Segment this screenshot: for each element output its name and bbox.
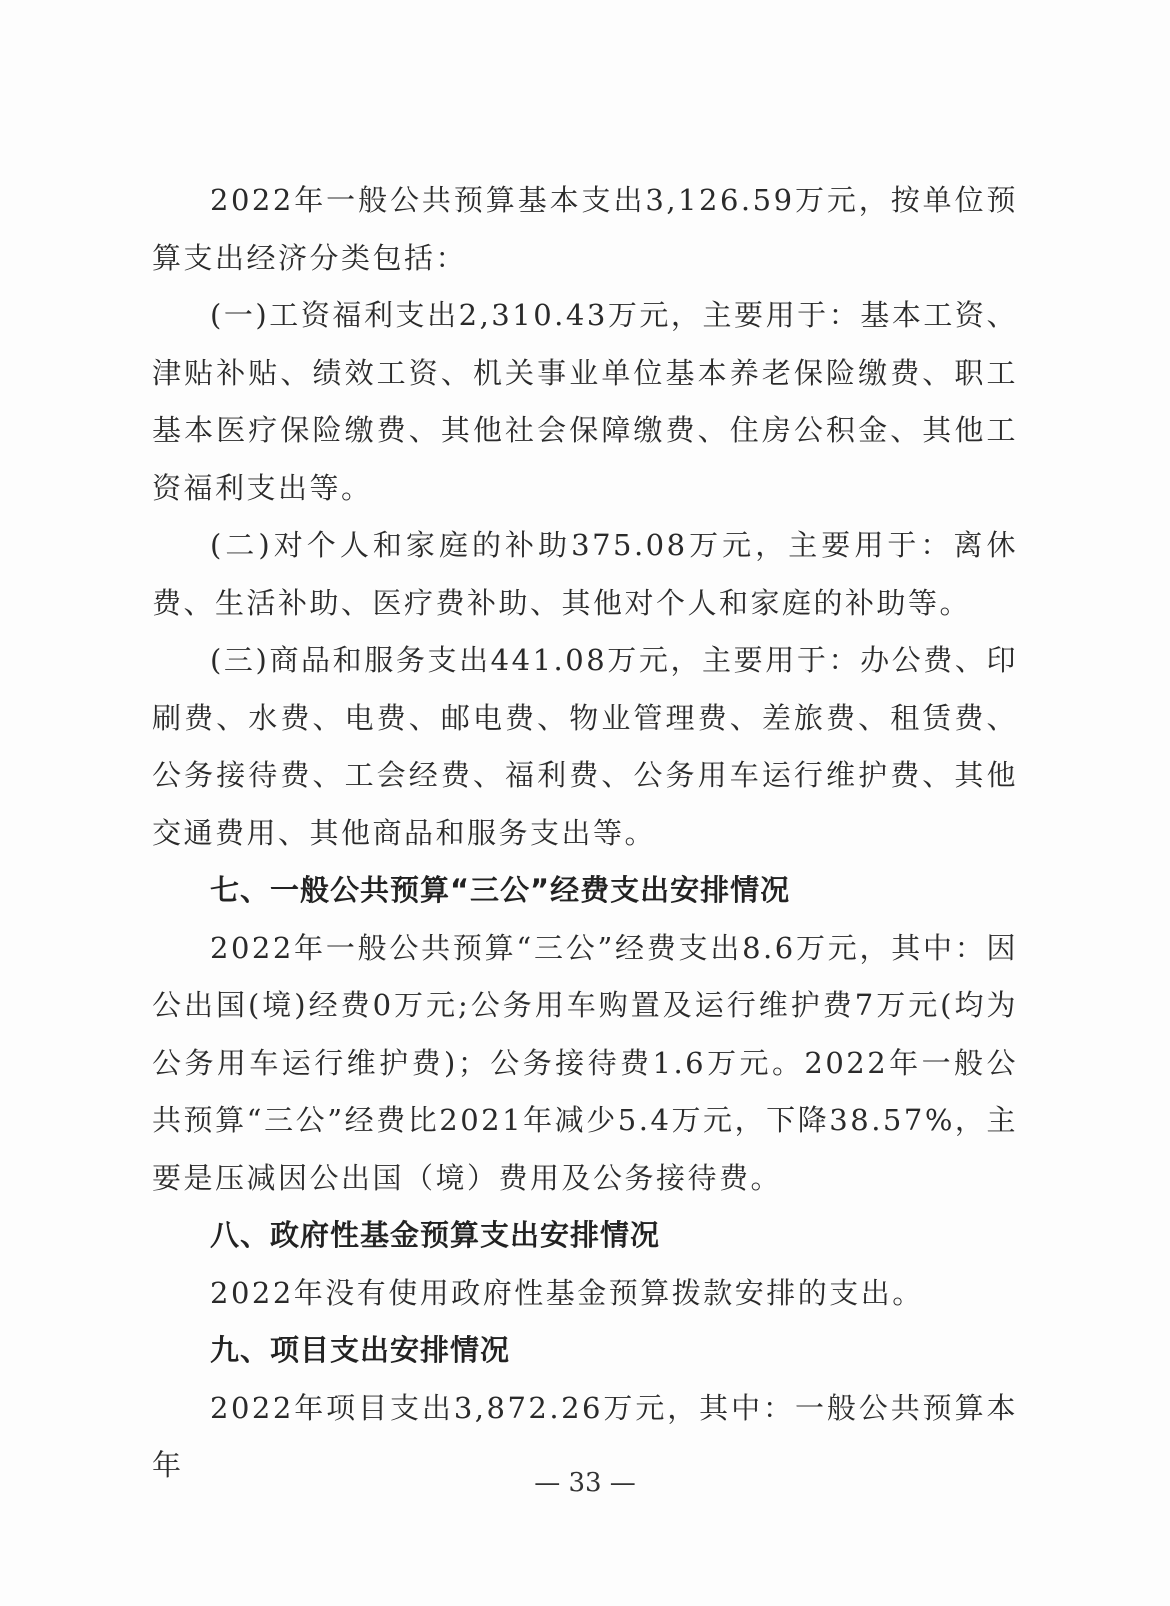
- paragraph-government-fund: 2022年没有使用政府性基金预算拨款安排的支出。: [210, 1275, 924, 1310]
- paragraph-goods-services: (三)商品和服务支出441.08万元，主要用于：办公费、印刷费、水费、电费、邮电费、物业管理费、差旅费、租赁费、公务接待费、工会经费、福利费、公务用车运行维护费、其他交通费用、其他商品和服务支出等。: [152, 643, 1018, 850]
- paragraph-project-expenditure: 2022年项目支出3,872.26万元，其中：一般公共预算本年: [152, 1390, 1018, 1482]
- page-number: — 33 —: [534, 1468, 636, 1498]
- document-body: [152, 172, 1018, 1495]
- paragraph-three-public-expenses: 2022年一般公共预算“三公”经费支出8.6万元，其中：因公出国(境)经费0万元;公务用车购置及运行维护费7万元(均为公务用车运行维护费)；公务接待费1.6万元。2022年一般公共预算“三公”经费比2021年减少5.4万元，下降38.57%，主要是压减因公出国（境）费用及公务接待费。: [152, 930, 1018, 1195]
- heading-project-expenditure: 九、项目支出安排情况: [210, 1333, 511, 1367]
- heading-government-fund: 八、政府性基金预算支出安排情况: [210, 1218, 661, 1252]
- paragraph-basic-expenditure: 2022年一般公共预算基本支出3,126.59万元，按单位预算支出经济分类包括：: [152, 183, 1018, 275]
- heading-three-public-expenses: 七、一般公共预算“三公”经费支出安排情况: [210, 873, 791, 907]
- paragraph-wages-welfare: (一)工资福利支出2,310.43万元，主要用于：基本工资、津贴补贴、绩效工资、机关事业单位基本养老保险缴费、职工基本医疗保险缴费、其他社会保障缴费、住房公积金、其他工资福利支出等。: [152, 298, 1018, 505]
- paragraph-subsidies: (二)对个人和家庭的补助375.08万元，主要用于：离休费、生活补助、医疗费补助、其他对个人和家庭的补助等。: [152, 528, 1018, 620]
